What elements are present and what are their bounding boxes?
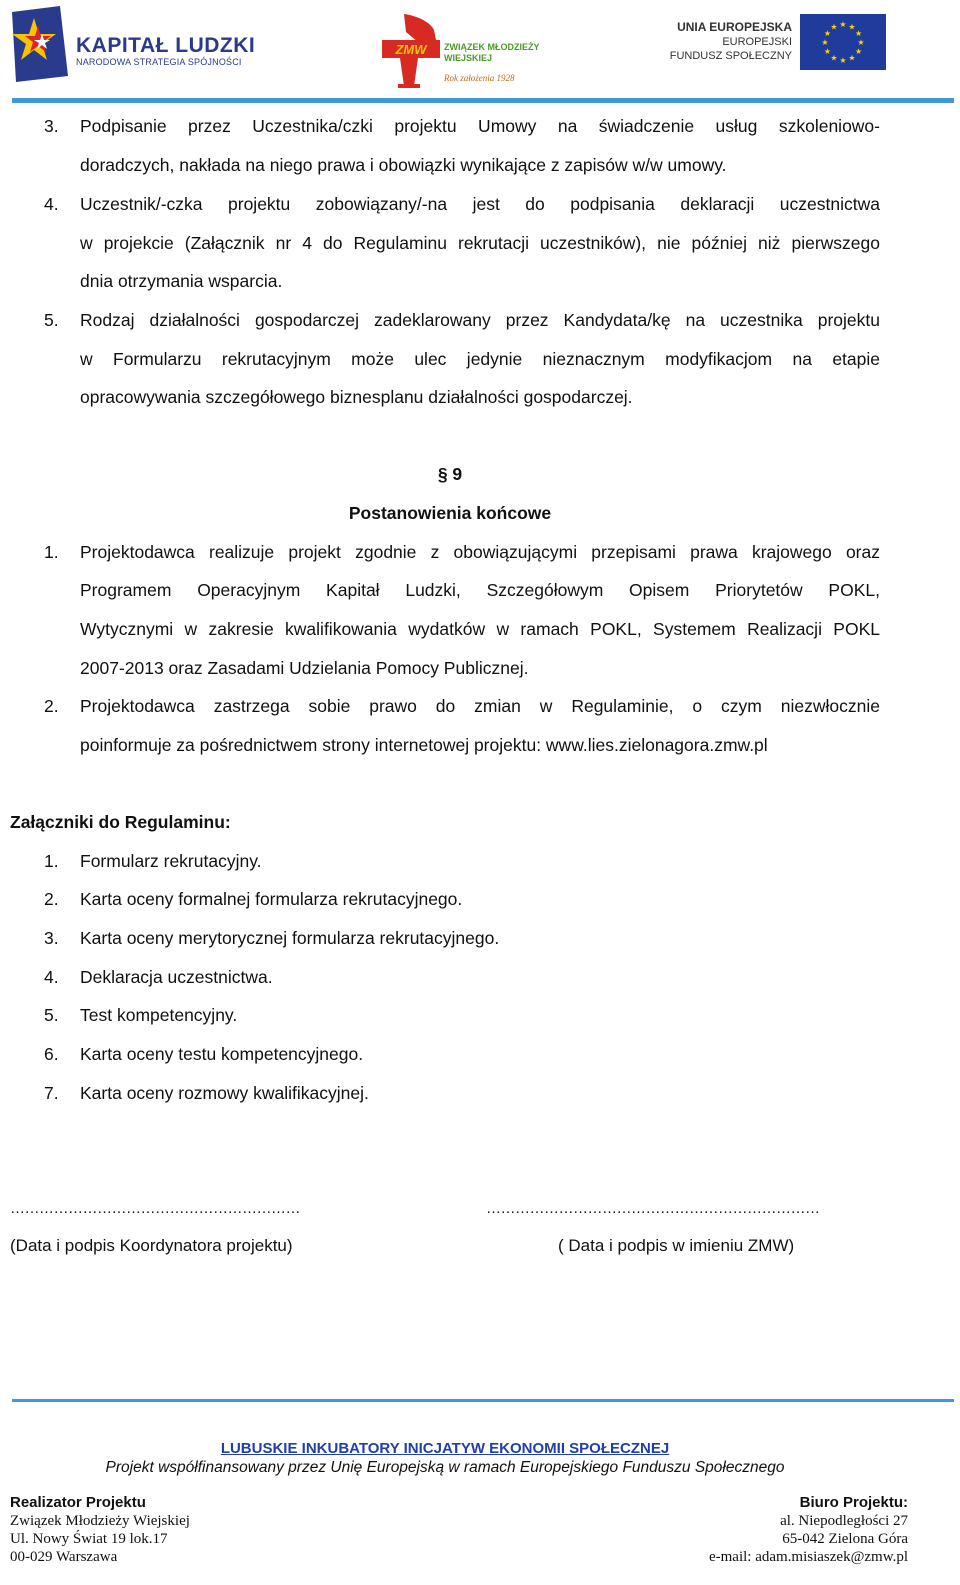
item-text-line: opracowywania szczegółowego biznesplanu działalności gospodarczej.: [80, 387, 633, 407]
attachment-item: Test kompetencyjny.: [80, 1005, 238, 1025]
attachment-number: 4.: [44, 967, 59, 987]
item-text-line: Projektodawca zastrzega sobie prawo do zmian w Regulaminie, o czym niezwłocznie: [80, 696, 880, 716]
realizer-heading: Realizator Projektu: [10, 1494, 146, 1511]
eu-star-icon: ★: [848, 22, 856, 32]
signature-line-left: ……………………………………………………: [10, 1200, 300, 1217]
attachment-item: Karta oceny rozmowy kwalifikacyjnej.: [80, 1083, 369, 1103]
attachment-item: Formularz rekrutacyjny.: [80, 851, 262, 871]
item-text-line: Rodzaj działalności gospodarczej zadeklarowany przez Kandydata/kę na uczestnika projektu: [80, 310, 880, 330]
footer-project-title: LUBUSKIE INKUBATORY INICJATYW EKONOMII SPOŁECZNEJ: [220, 1440, 670, 1457]
office-email: e-mail: adam.misiaszek@zmw.pl: [708, 1549, 908, 1565]
item-text-line: w Formularzu rekrutacyjnym może ulec jedynie nieznacznym modyfikacjom na etapie: [80, 349, 880, 369]
attachment-number: 3.: [44, 928, 59, 948]
eu-star-icon: ★: [848, 53, 856, 63]
eu-line2: EUROPEJSKI: [722, 36, 792, 48]
attachment-item: Karta oceny merytorycznej formularza rekrutacyjnego.: [80, 928, 500, 948]
item-text-line: dnia otrzymania wsparcia.: [80, 271, 283, 291]
item-number: 4.: [44, 194, 59, 214]
attachment-number: 2.: [44, 889, 59, 909]
item-text-line: 2007-2013 oraz Zasadami Udzielania Pomocy Publicznej.: [80, 658, 529, 678]
kapital-ludzki-logo: [8, 4, 258, 86]
attachment-number: 7.: [44, 1083, 59, 1103]
item-text-line: Podpisanie przez Uczestnika/czki projektu Umowy na świadczenie usług szkoleniowo-: [80, 116, 880, 136]
item-number: 2.: [44, 696, 59, 716]
eu-flag-icon: [800, 14, 886, 70]
eu-star-icon: ★: [855, 29, 863, 38]
item-text-line: Programem Operacyjnym Kapitał Ludzki, Szczegółowym Opisem Priorytetów POKL,: [80, 580, 880, 600]
header-divider: [12, 98, 954, 103]
kapital-ludzki-star-icon: [8, 4, 72, 84]
zmw-mark: ZMW: [395, 42, 427, 57]
realizer-line: Związek Młodzieży Wiejskiej: [10, 1513, 190, 1529]
zmw-name: [444, 42, 540, 64]
eu-star-icon: ★: [821, 38, 829, 47]
attachment-item: Deklaracja uczestnictwa.: [80, 967, 273, 987]
eu-logo: [670, 14, 890, 74]
signature-label-right: ( Data i podpis w imieniu ZMW): [558, 1236, 795, 1255]
eu-star-icon: ★: [839, 20, 847, 29]
section-title: Postanowienia końcowe: [348, 503, 552, 523]
zmw-founded: Rok założenia 1928: [444, 73, 515, 83]
eu-star-icon: ★: [839, 56, 847, 65]
item-text-line: doradczych, nakłada na niego prawa i obowiązki wynikające z zapisów w/w umowy.: [80, 155, 727, 175]
office-line: 65-042 Zielona Góra: [782, 1531, 908, 1547]
item-text-line: Uczestnik/-czka projektu zobowiązany/-na jest do podpisania deklaracji uczestnictwa: [80, 194, 880, 214]
eu-star-icon: ★: [857, 38, 865, 47]
item-number: 5.: [44, 310, 59, 330]
item-text-line: Projektodawca realizuje projekt zgodnie z obowiązującymi przepisami prawa krajowego oraz: [80, 542, 880, 562]
signature-label-left: (Data i podpis Koordynatora projektu): [10, 1236, 293, 1255]
office-line: al. Niepodległości 27: [780, 1513, 908, 1529]
zmw-logo: [378, 10, 578, 90]
attachments-heading: Załączniki do Regulaminu:: [10, 812, 231, 832]
zmw-name-line1: ZWIĄZEK MŁODZIEŻY: [444, 42, 540, 52]
realizer-line: 00-029 Warszawa: [10, 1549, 118, 1565]
item-text-line: Wytycznymi w zakresie kwalifikowania wydatków w ramach POKL, Systemem Realizacji POKL: [80, 619, 880, 639]
kapital-ludzki-subtitle: NARODOWA STRATEGIA SPÓJNOŚCI: [76, 57, 242, 67]
item-text-line: w projekcie (Załącznik nr 4 do Regulaminu rekrutacji uczestników), nie później niż pierwszego: [80, 233, 880, 253]
footer-project-subtitle: Projekt współfinansowany przez Unię Europejską w ramach Europejskiego Funduszu Społecznego: [105, 1459, 785, 1476]
footer-office: [709, 1494, 908, 1566]
item-number: 3.: [44, 116, 59, 136]
page-header: [0, 0, 960, 104]
attachment-item: Karta oceny testu kompetencyjnego.: [80, 1044, 364, 1064]
eu-line1: UNIA EUROPEJSKA: [677, 20, 792, 34]
attachment-item: Karta oceny formalnej formularza rekrutacyjnego.: [80, 889, 463, 909]
eu-star-icon: ★: [855, 47, 863, 56]
signature-line-right: ……………………………………………………………: [486, 1200, 820, 1217]
footer-divider: [12, 1399, 954, 1402]
office-heading: Biuro Projektu:: [799, 1494, 908, 1511]
footer-realizer: [10, 1494, 190, 1566]
eu-star-icon: ★: [823, 29, 831, 38]
eu-star-icon: ★: [830, 22, 838, 32]
eu-star-icon: ★: [823, 47, 831, 56]
zmw-name-line2: WIEJSKIEJ: [444, 53, 493, 63]
realizer-line: Ul. Nowy Świat 19 lok.17: [10, 1531, 168, 1547]
attachment-number: 6.: [44, 1044, 59, 1064]
attachment-number: 5.: [44, 1005, 59, 1025]
kapital-ludzki-title: KAPITAŁ LUDZKI: [76, 34, 256, 57]
eu-line3: FUNDUSZ SPOŁECZNY: [669, 50, 792, 62]
item-text-line: poinformuje za pośrednictwem strony internetowej projektu: www.lies.zielonagora.zmw.pl: [80, 735, 768, 755]
attachment-number: 1.: [44, 851, 59, 871]
item-number: 1.: [44, 542, 59, 562]
section-mark: § 9: [437, 464, 463, 484]
zmw-torch-icon: [378, 10, 442, 90]
eu-star-icon: ★: [830, 53, 838, 63]
